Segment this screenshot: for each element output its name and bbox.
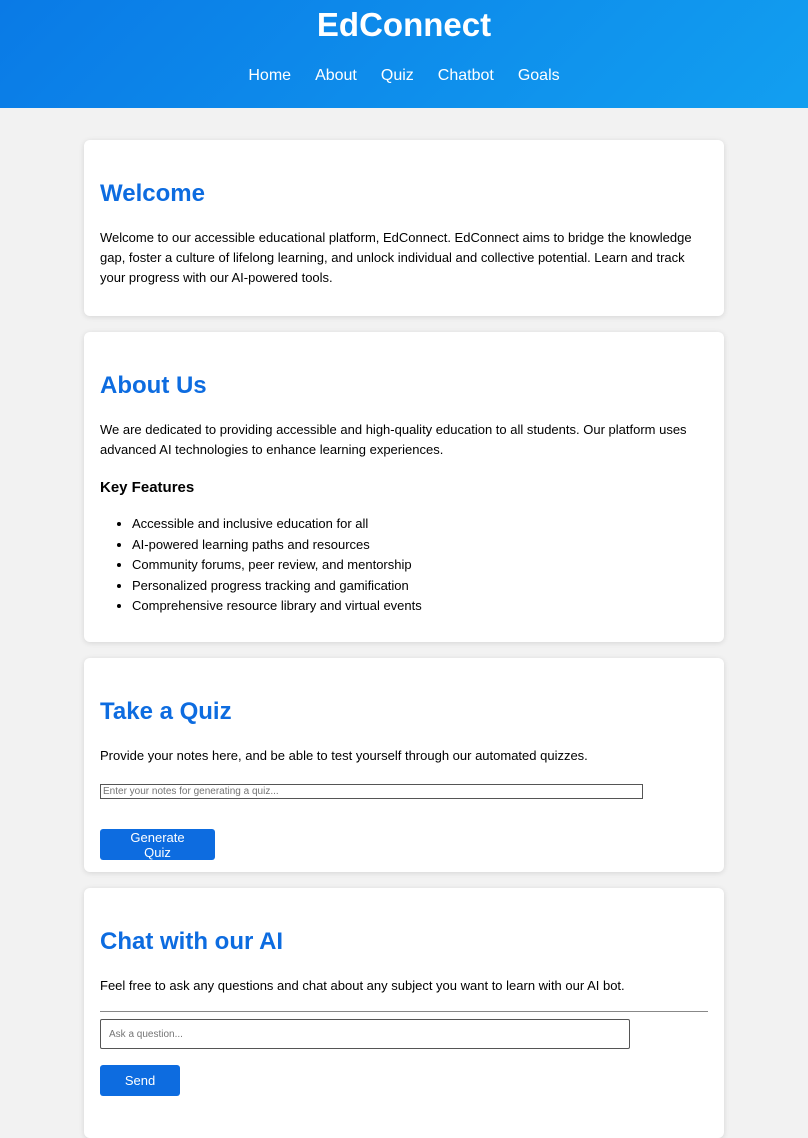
key-features-heading: Key Features: [100, 479, 195, 496]
send-button[interactable]: Send: [100, 1065, 180, 1096]
about-heading: About Us: [100, 372, 207, 399]
chat-question-input[interactable]: [100, 1019, 630, 1049]
welcome-heading: Welcome: [100, 180, 205, 207]
main-content: [84, 140, 724, 1138]
about-text: We are dedicated to providing accessible and high-quality education to all students. Our platform uses advanced AI technologies to enhance learning experiences.: [100, 422, 687, 457]
generate-quiz-button[interactable]: Generate Quiz: [100, 829, 215, 860]
quiz-section: [84, 658, 724, 872]
nav-quiz[interactable]: Quiz: [380, 67, 414, 84]
quiz-heading: Take a Quiz: [100, 698, 232, 725]
feature-item: • Personalized progress tracking and gamification: [132, 576, 708, 597]
main-nav: [0, 66, 808, 86]
chat-text: Feel free to ask any questions and chat about any subject you want to learn with our AI bot.: [100, 978, 625, 993]
about-section: [84, 332, 724, 642]
key-features-list: [100, 514, 708, 617]
feature-item: • Community forums, peer review, and mentorship: [132, 555, 708, 576]
feature-item: • Accessible and inclusive education for all: [132, 514, 708, 535]
site-header: [0, 0, 808, 108]
quiz-text: Provide your notes here, and be able to test yourself through our automated quizzes.: [100, 748, 588, 763]
chat-section: [84, 888, 724, 1138]
nav-home[interactable]: Home: [248, 67, 292, 84]
welcome-section: [84, 140, 724, 316]
chat-divider: [100, 1011, 708, 1012]
nav-about[interactable]: About: [315, 67, 357, 84]
welcome-text: Welcome to our accessible educational platform, EdConnect. EdConnect aims to bridge the knowledge gap, foster a culture of lifelong learning, and unlock individual and collective potential. Learn and track your progress with our AI-powered tools.: [100, 230, 692, 285]
site-title: EdConnect: [316, 6, 492, 43]
quiz-notes-input[interactable]: [100, 784, 643, 799]
nav-chatbot[interactable]: Chatbot: [437, 67, 494, 84]
nav-goals[interactable]: Goals: [517, 67, 560, 84]
chat-heading: Chat with our AI: [100, 928, 284, 955]
feature-item: • Comprehensive resource library and virtual events: [132, 596, 708, 617]
feature-item: • AI-powered learning paths and resources: [132, 535, 708, 556]
